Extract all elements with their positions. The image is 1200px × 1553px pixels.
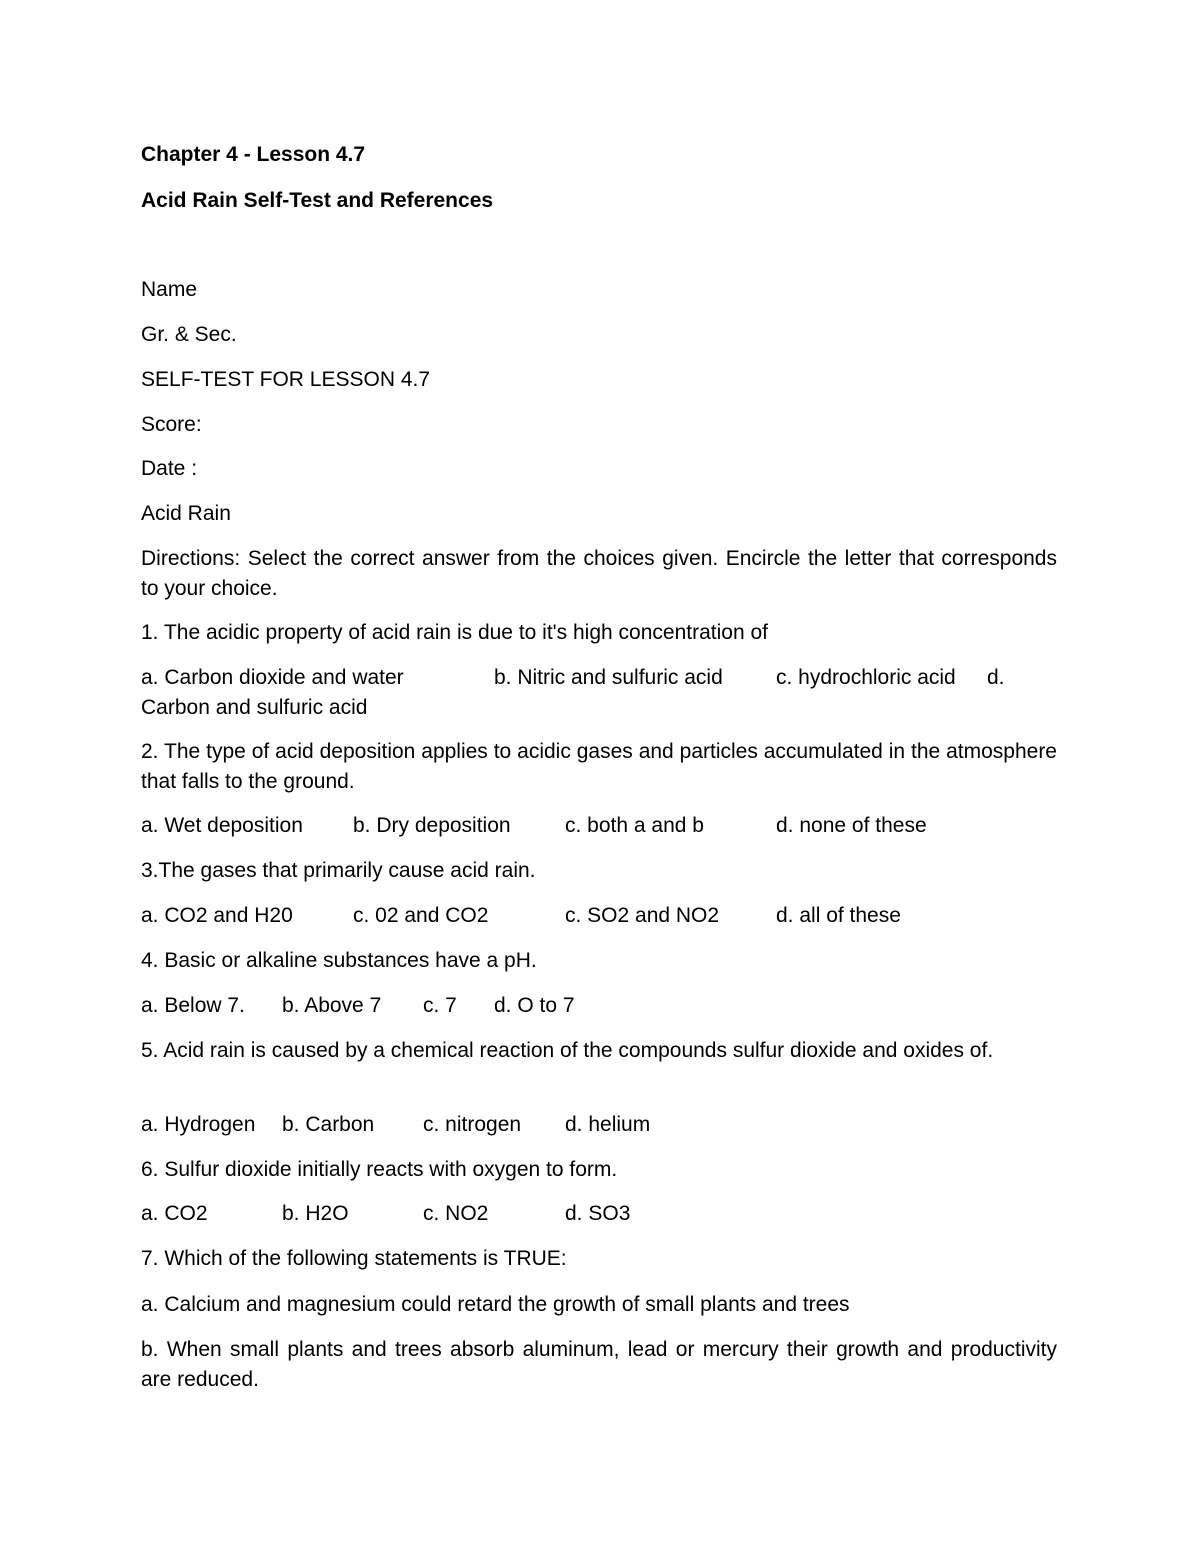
- question-3-choice-d: d. all of these: [776, 904, 901, 927]
- question-2-choice-a: a. Wet deposition: [141, 814, 303, 837]
- question-1-choice-b: b. Nitric and sulfuric acid: [494, 666, 723, 689]
- question-5-text: 5. Acid rain is caused by a chemical reaction of the compounds sulfur dioxide and oxides of.: [141, 1039, 994, 1062]
- question-3-choice-c: c. SO2 and NO2: [565, 904, 720, 927]
- question-5-choice-c: c. nitrogen: [423, 1113, 522, 1136]
- question-4-choice-d: d. O to 7: [494, 994, 575, 1017]
- question-1-choice-a: a. Carbon dioxide and water: [141, 666, 404, 689]
- document-title: Acid Rain Self-Test and References: [141, 189, 494, 212]
- question-2-choice-c: c. both a and b: [565, 814, 704, 837]
- question-6-choice-c: c. NO2: [423, 1202, 489, 1225]
- question-6-choice-d: d. SO3: [565, 1202, 631, 1225]
- question-3-choice-b: c. 02 and CO2: [353, 904, 489, 927]
- question-6-text: 6. Sulfur dioxide initially reacts with oxygen to form.: [141, 1158, 618, 1181]
- question-4-choice-b: b. Above 7: [282, 994, 382, 1017]
- question-1-choice-d-text: Carbon and sulfuric acid: [141, 696, 368, 719]
- question-2-choice-d: d. none of these: [776, 814, 927, 837]
- date-label: Date :: [141, 457, 198, 480]
- question-7-text: 7. Which of the following statements is TRUE:: [141, 1247, 567, 1270]
- question-2-choice-b: b. Dry deposition: [353, 814, 511, 837]
- question-4-choice-a: a. Below 7.: [141, 994, 245, 1017]
- question-4-choice-c: c. 7: [423, 994, 457, 1017]
- question-6-choice-b: b. H2O: [282, 1202, 349, 1225]
- question-5-choice-d: d. helium: [565, 1113, 651, 1136]
- name-label: Name: [141, 278, 198, 301]
- grade-section-label: Gr. & Sec.: [141, 323, 237, 346]
- score-label: Score:: [141, 413, 202, 436]
- question-1-choice-c: c. hydrochloric acid: [776, 666, 956, 689]
- question-1-choice-d-label: d.: [987, 666, 1005, 689]
- directions-text: Directions: Select the correct answer from the choices given. Encircle the letter that corresponds to your choice.: [141, 547, 1057, 600]
- question-7-choice-a: a. Calcium and magnesium could retard the growth of small plants and trees: [141, 1293, 850, 1316]
- topic-heading: Acid Rain: [141, 502, 231, 525]
- question-2-text: 2. The type of acid deposition applies to acidic gases and particles accumulated in the atmosphere that falls to the ground.: [141, 740, 1057, 793]
- question-5-choice-a: a. Hydrogen: [141, 1113, 256, 1136]
- self-test-label: SELF-TEST FOR LESSON 4.7: [141, 368, 431, 391]
- question-1-text: 1. The acidic property of acid rain is due to it's high concentration of: [141, 621, 768, 644]
- chapter-heading: Chapter 4 - Lesson 4.7: [141, 143, 366, 166]
- question-4-text: 4. Basic or alkaline substances have a pH.: [141, 949, 537, 972]
- question-3-choice-a: a. CO2 and H20: [141, 904, 293, 927]
- question-6-choice-a: a. CO2: [141, 1202, 208, 1225]
- question-5-choice-b: b. Carbon: [282, 1113, 375, 1136]
- question-3-text: 3.The gases that primarily cause acid rain.: [141, 859, 536, 882]
- question-7-choice-b: b. When small plants and trees absorb aluminum, lead or mercury their growth and productivity are reduced.: [141, 1338, 1057, 1391]
